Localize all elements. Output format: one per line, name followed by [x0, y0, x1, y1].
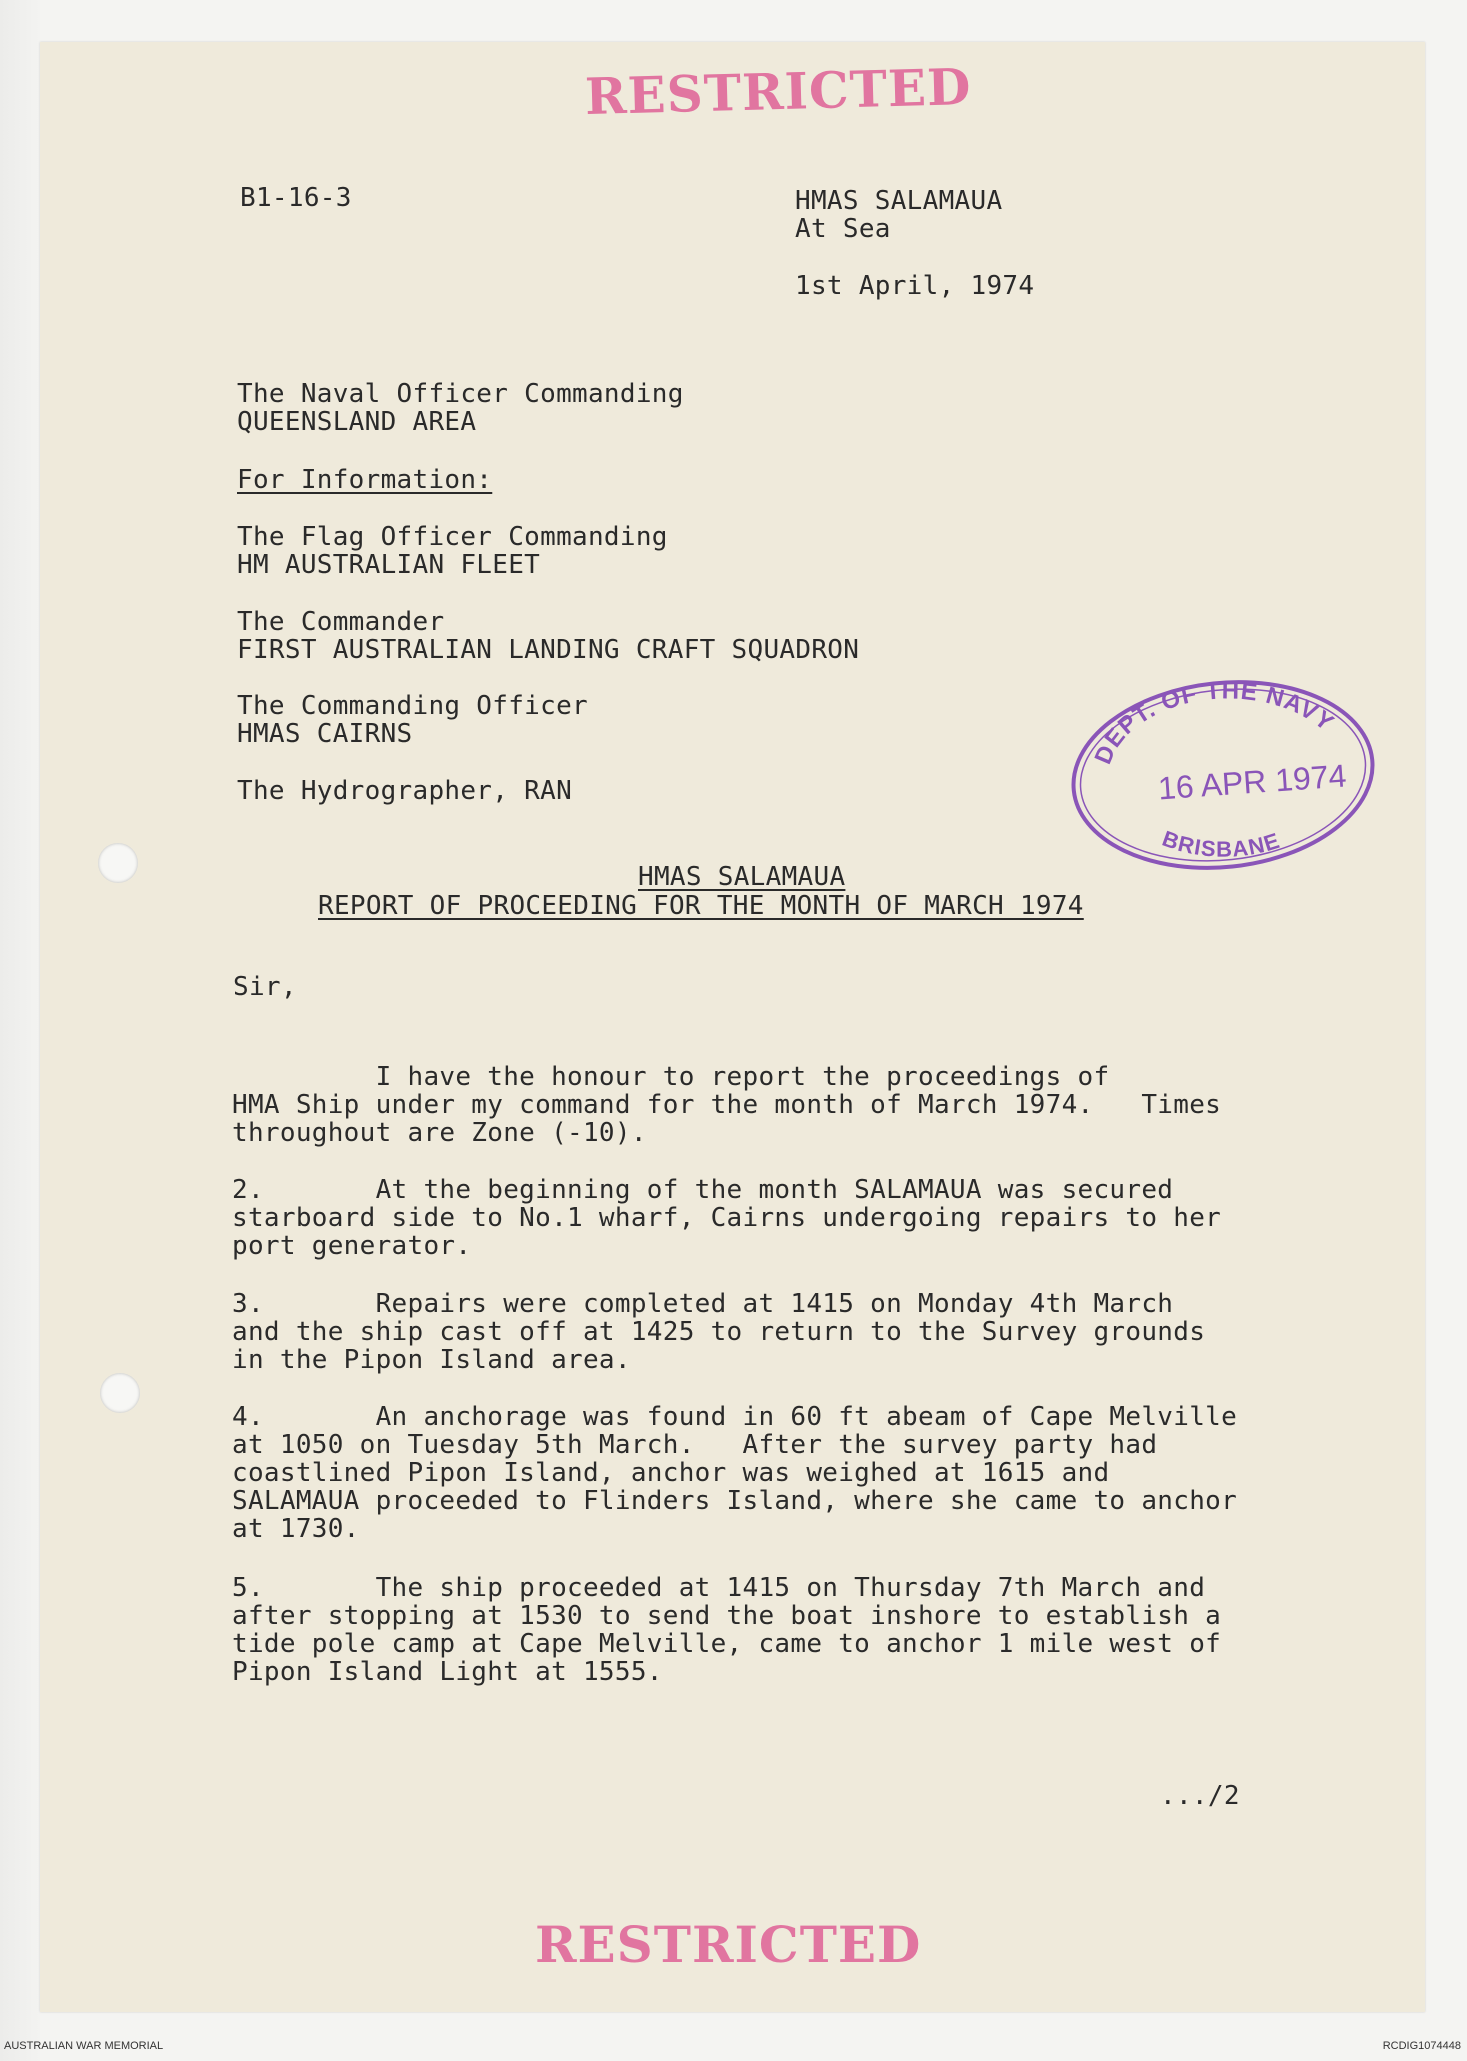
paragraph-line: and the ship cast off at 1425 to return to the Survey grounds [232, 1317, 1206, 1347]
stamp-bottom-text: BRISBANE [1159, 825, 1284, 862]
paragraph-line: after stopping at 1530 to send the boat inshore to establish a [232, 1601, 1222, 1631]
scan-edge [0, 0, 40, 2061]
recipient-line1: The Commander [237, 607, 445, 637]
paragraph-line: 2. At the beginning of the month SALAMAUA was secured [232, 1175, 1174, 1205]
recipient-line1: The Commanding Officer [237, 691, 588, 721]
paragraph-line: 3. Repairs were completed at 1415 on Monday 4th March [232, 1289, 1174, 1319]
paragraph-line: 5. The ship proceeded at 1415 on Thursday 7th March and [232, 1573, 1206, 1603]
sender-ship: HMAS SALAMAUA [795, 186, 1003, 216]
punch-hole [100, 1373, 140, 1413]
paragraph-line: tide pole camp at Cape Melville, came to anchor 1 mile west of [232, 1629, 1222, 1659]
paragraph-line: at 1050 on Tuesday 5th March. After the survey party had [232, 1430, 1158, 1460]
addressee-line1: The Naval Officer Commanding [237, 379, 684, 409]
paragraph [232, 1574, 1302, 1686]
paragraph [232, 1403, 1302, 1543]
report-title-ship: HMAS SALAMAUA [638, 862, 846, 892]
restricted-stamp-top: RESTRICTED [584, 56, 973, 127]
addressee-line2: QUEENSLAND AREA [237, 407, 477, 437]
recipient-line2: HMAS CAIRNS [237, 719, 413, 749]
punch-hole [98, 843, 138, 883]
letter-date: 1st April, 1974 [795, 271, 1035, 301]
paragraph-line: Pipon Island Light at 1555. [232, 1657, 663, 1687]
sender-location: At Sea [795, 214, 891, 244]
salutation: Sir, [233, 972, 297, 1002]
paragraph-line: starboard side to No.1 wharf, Cairns undergoing repairs to her [232, 1203, 1222, 1233]
paragraph [232, 1063, 1302, 1147]
reference-number: B1-16-3 [240, 183, 352, 213]
paragraph [232, 1176, 1302, 1260]
navy-received-stamp [1068, 675, 1378, 875]
document-page [40, 42, 1425, 2012]
recipient-line2: FIRST AUSTRALIAN LANDING CRAFT SQUADRON [237, 635, 860, 665]
recipient-line2: HM AUSTRALIAN FLEET [237, 550, 541, 580]
paragraph-line: at 1730. [232, 1514, 360, 1544]
paragraph-line: throughout are Zone (-10). [232, 1118, 647, 1148]
stamp-top-text: DEPT. OF THE NAVY [1089, 677, 1340, 769]
paragraph-line: 4. An anchorage was found in 60 ft abeam of Cape Melville [232, 1402, 1238, 1432]
paragraph-line: coastlined Pipon Island, anchor was weighed at 1615 and [232, 1458, 1110, 1488]
paragraph-line: SALAMAUA proceeded to Flinders Island, where she came to anchor [232, 1486, 1238, 1516]
recipient-line1: The Flag Officer Commanding [237, 522, 668, 552]
page-continuation: .../2 [1160, 1781, 1240, 1811]
paragraph-line: HMA Ship under my command for the month of March 1974. Times [232, 1090, 1222, 1120]
recipient-line1: The Hydrographer, RAN [237, 776, 573, 806]
paragraph-line: I have the honour to report the proceedings of [232, 1062, 1110, 1092]
paragraph-line: in the Pipon Island area. [232, 1345, 631, 1375]
paragraph-line: port generator. [232, 1231, 472, 1261]
restricted-stamp-bottom: RESTRICTED [535, 1915, 922, 1974]
stamp-date: 16 APR 1974 [1156, 757, 1348, 807]
paragraph [232, 1290, 1302, 1374]
archive-id: RCDIG1074448 [1382, 2040, 1461, 2052]
report-title: REPORT OF PROCEEDING FOR THE MONTH OF MARCH 1974 [318, 891, 1084, 921]
for-information-label: For Information: [237, 465, 493, 495]
archive-credit: AUSTRALIAN WAR MEMORIAL [4, 2040, 164, 2052]
